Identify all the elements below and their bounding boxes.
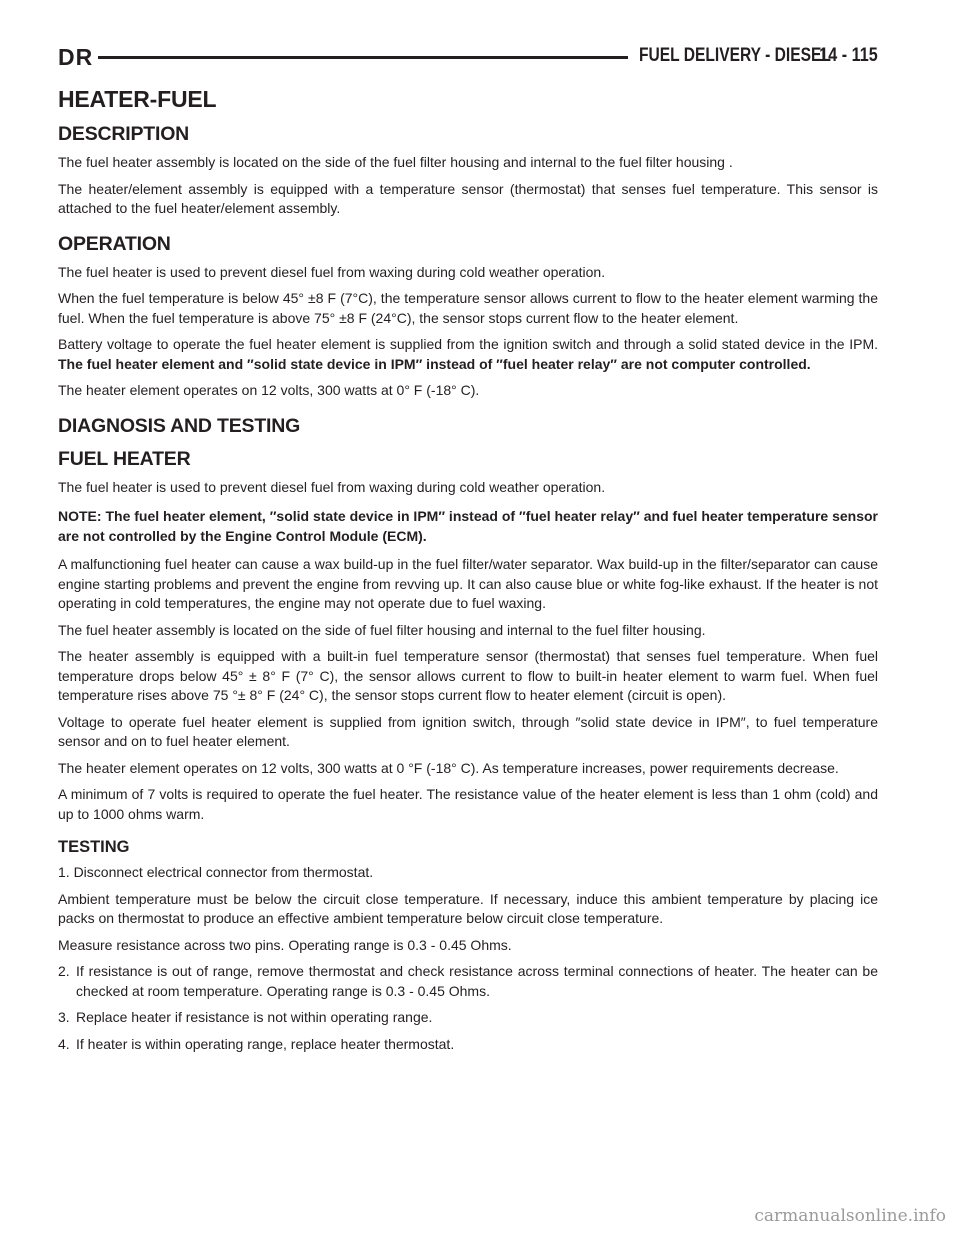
diagnosis-note: NOTE: The fuel heater element, ″solid state device in IPM″ instead of ″fuel heater relay″ and fuel heater temperature sensor are not controlled by the Engine Control Module (ECM). [58,508,878,544]
testing-step-3 [58,1008,878,1028]
operation-paragraph-4: The heater element operates on 12 volts, 300 watts at 0° F (-18° C). [58,382,480,398]
diagnosis-heading: DIAGNOSIS AND TESTING [58,414,301,437]
operation-paragraph-3 [58,335,878,374]
step-number: 4. [58,1035,70,1052]
step-text: If resistance is out of range, remove thermostat and check resistance across terminal connections of heater. The heater can be checked at room temperature. Operating range is 0.3 - 0.45 Ohms. [76,963,878,999]
page-header [58,44,878,70]
description-paragraph-2: The heater/element assembly is equipped with a temperature sensor (thermostat) that senses fuel temperature. This sensor is attached to the fuel heater/element assembly. [58,180,878,216]
testing-step-4 [58,1035,878,1055]
watermark: carmanualsonline.info [754,1206,946,1226]
operation-paragraph-3-bold: The fuel heater element and ″solid state device in IPM″ instead of ″fuel heater relay″ are not computer controlled. [58,355,811,372]
diagnosis-paragraph-1: The fuel heater is used to prevent diesel fuel from waxing during cold weather operation. [58,478,606,495]
diagnosis-paragraph-6: The heater element operates on 12 volts, 300 watts at 0 °F (-18° C). As temperature increases, power requirements decrease. [58,759,839,776]
operation-paragraph-3-text: Battery voltage to operate the fuel heater element is supplied from the ignition switch and through a solid stated device in the IPM. [58,336,878,352]
testing-step-2 [58,962,878,1001]
diagnosis-paragraph-5: Voltage to operate fuel heater element is supplied from ignition switch, through ″solid state device in IPM″, to fuel temperature sensor and on to fuel heater element. [58,713,878,749]
diagnosis-paragraph-2: A malfunctioning fuel heater can cause a wax build-up in the fuel filter/water separator. Wax build-up in the filter/separator can cause engine starting problems and prevent the engine from revving up. It can also cause blue or white fog-like exhaust. If the heater is not operating in cold temperatures, the engine may not operate due to fuel waxing. [58,556,878,611]
step-text: If heater is within operating range, replace heater thermostat. [76,1035,455,1052]
testing-paragraph-2: Measure resistance across two pins. Operating range is 0.3 - 0.45 Ohms. [58,936,512,953]
page-content [58,86,878,1061]
diagnosis-paragraph-3: The fuel heater assembly is located on the side of fuel filter housing and internal to the fuel filter housing. [58,621,706,638]
header-rule [98,56,628,59]
operation-heading: OPERATION [58,232,171,255]
header-section-title: FUEL DELIVERY - DIESEL [639,45,831,66]
fuel-heater-subheading: FUEL HEATER [58,447,191,470]
testing-heading: TESTING [58,838,130,856]
step-number: 3. [58,1009,70,1025]
operation-paragraph-1: The fuel heater is used to prevent diesel fuel from waxing during cold weather operation. [58,263,606,280]
testing-paragraph-1: Ambient temperature must be below the circuit close temperature. If necessary, induce this ambient temperature by placing ice packs on thermostat to produce an effective ambient temperature below circuit close temperature. [58,890,878,926]
description-paragraph-1: The fuel heater assembly is located on the side of the fuel filter housing and internal to the fuel filter housing . [58,154,733,170]
page-title: HEATER-FUEL [58,86,217,112]
header-model-code: DR [58,44,94,70]
step-number: 2. [58,963,70,979]
step-text: Replace heater if resistance is not within operating range. [76,1009,433,1025]
operation-paragraph-2: When the fuel temperature is below 45° ±8 F (7°C), the temperature sensor allows current to flow to the heater element warming the fuel. When the fuel temperature is above 75° ±8 F (24°C), the sensor stops current flow to the heater element. [58,290,878,326]
testing-step-1: 1. Disconnect electrical connector from thermostat. [58,864,374,880]
diagnosis-paragraph-7: A minimum of 7 volts is required to operate the fuel heater. The resistance value of the heater element is less than 1 ohm (cold) and up to 1000 ohms warm. [58,786,878,822]
diagnosis-paragraph-4: The heater assembly is equipped with a built-in fuel temperature sensor (thermostat) that senses fuel temperature. When fuel temperature drops below 45° ± 8° F (7° C), the sensor allows current to flow to built-in heater element to warm fuel. When fuel temperature rises above 75 °± 8° F (24° C), the sensor stops current flow to heater element (circuit is open). [58,648,878,703]
header-page-number: 14 - 115 [819,45,878,66]
description-heading: DESCRIPTION [58,123,190,145]
